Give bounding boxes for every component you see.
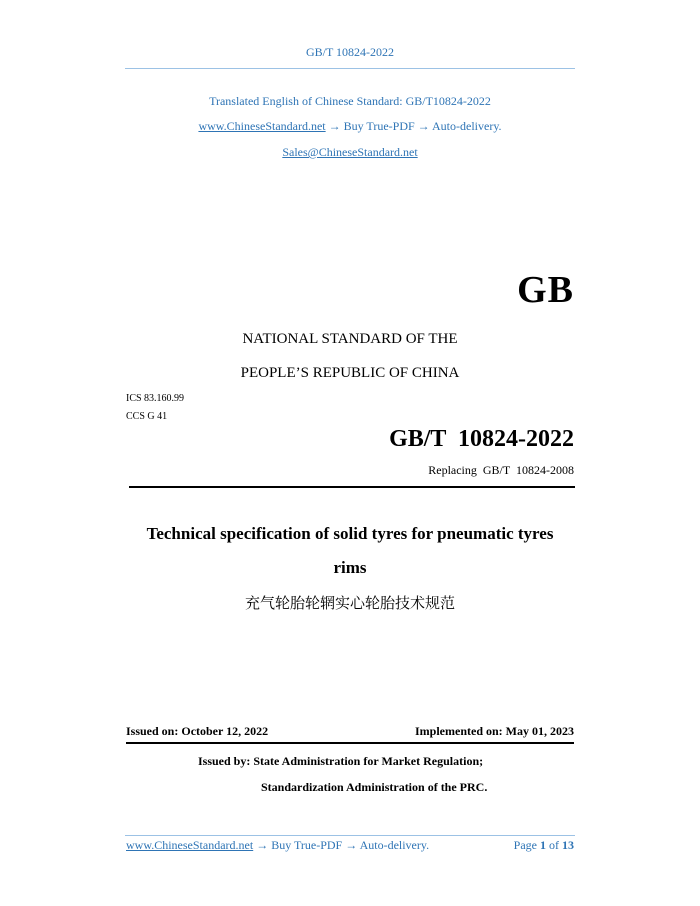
translation-notice: Translated English of Chinese Standard: GB/T10824-2022 bbox=[209, 94, 491, 108]
buy-text: → Buy True-PDF → Auto-delivery. bbox=[325, 119, 502, 133]
standard-number: GB/T 10824-2022 bbox=[389, 426, 574, 452]
page-prefix: Page bbox=[513, 838, 537, 852]
email-link[interactable]: Sales@ChineseStandard.net bbox=[282, 145, 418, 159]
dates-divider bbox=[126, 742, 574, 744]
header-divider bbox=[125, 68, 575, 69]
footer-buy-text: → Buy True-PDF → Auto-delivery. bbox=[253, 838, 430, 852]
national-standard-line1: NATIONAL STANDARD OF THE bbox=[242, 331, 458, 347]
ics-code: ICS 83.160.99 bbox=[126, 393, 185, 404]
issued-date: Issued on: October 12, 2022 bbox=[126, 724, 269, 738]
replacing-note: Replacing GB/T 10824-2008 bbox=[428, 463, 574, 477]
title-english-line2: rims bbox=[333, 558, 367, 577]
national-standard-line2: PEOPLE’S REPUBLIC OF CHINA bbox=[240, 365, 460, 381]
page-number bbox=[514, 838, 574, 853]
title-english-line1: Technical specification of solid tyres for pneumatic tyres bbox=[146, 524, 554, 543]
issuer-line1: Issued by: State Administration for Market Regulation; bbox=[198, 754, 484, 768]
page-of: of bbox=[549, 838, 559, 852]
site-link[interactable]: www.ChineseStandard.net bbox=[198, 119, 326, 133]
implemented-date: Implemented on: May 01, 2023 bbox=[415, 724, 574, 738]
title-divider bbox=[129, 486, 575, 488]
running-header: GB/T 10824-2022 bbox=[305, 45, 395, 59]
notice-email-line bbox=[0, 145, 700, 160]
gb-mark: GB bbox=[517, 269, 574, 311]
issuer-line2: Standardization Administration of the PRC. bbox=[261, 780, 488, 794]
footer-divider bbox=[125, 835, 575, 836]
ccs-code: CCS G 41 bbox=[126, 411, 168, 422]
footer-site-link[interactable]: www.ChineseStandard.net bbox=[126, 838, 254, 852]
page-total: 13 bbox=[562, 838, 574, 852]
notice-buy-line bbox=[0, 119, 700, 134]
title-chinese: 充气轮胎轮辋实心轮胎技术规范 bbox=[244, 594, 455, 612]
page-current: 1 bbox=[540, 838, 546, 852]
footer-buy-line bbox=[126, 838, 429, 853]
